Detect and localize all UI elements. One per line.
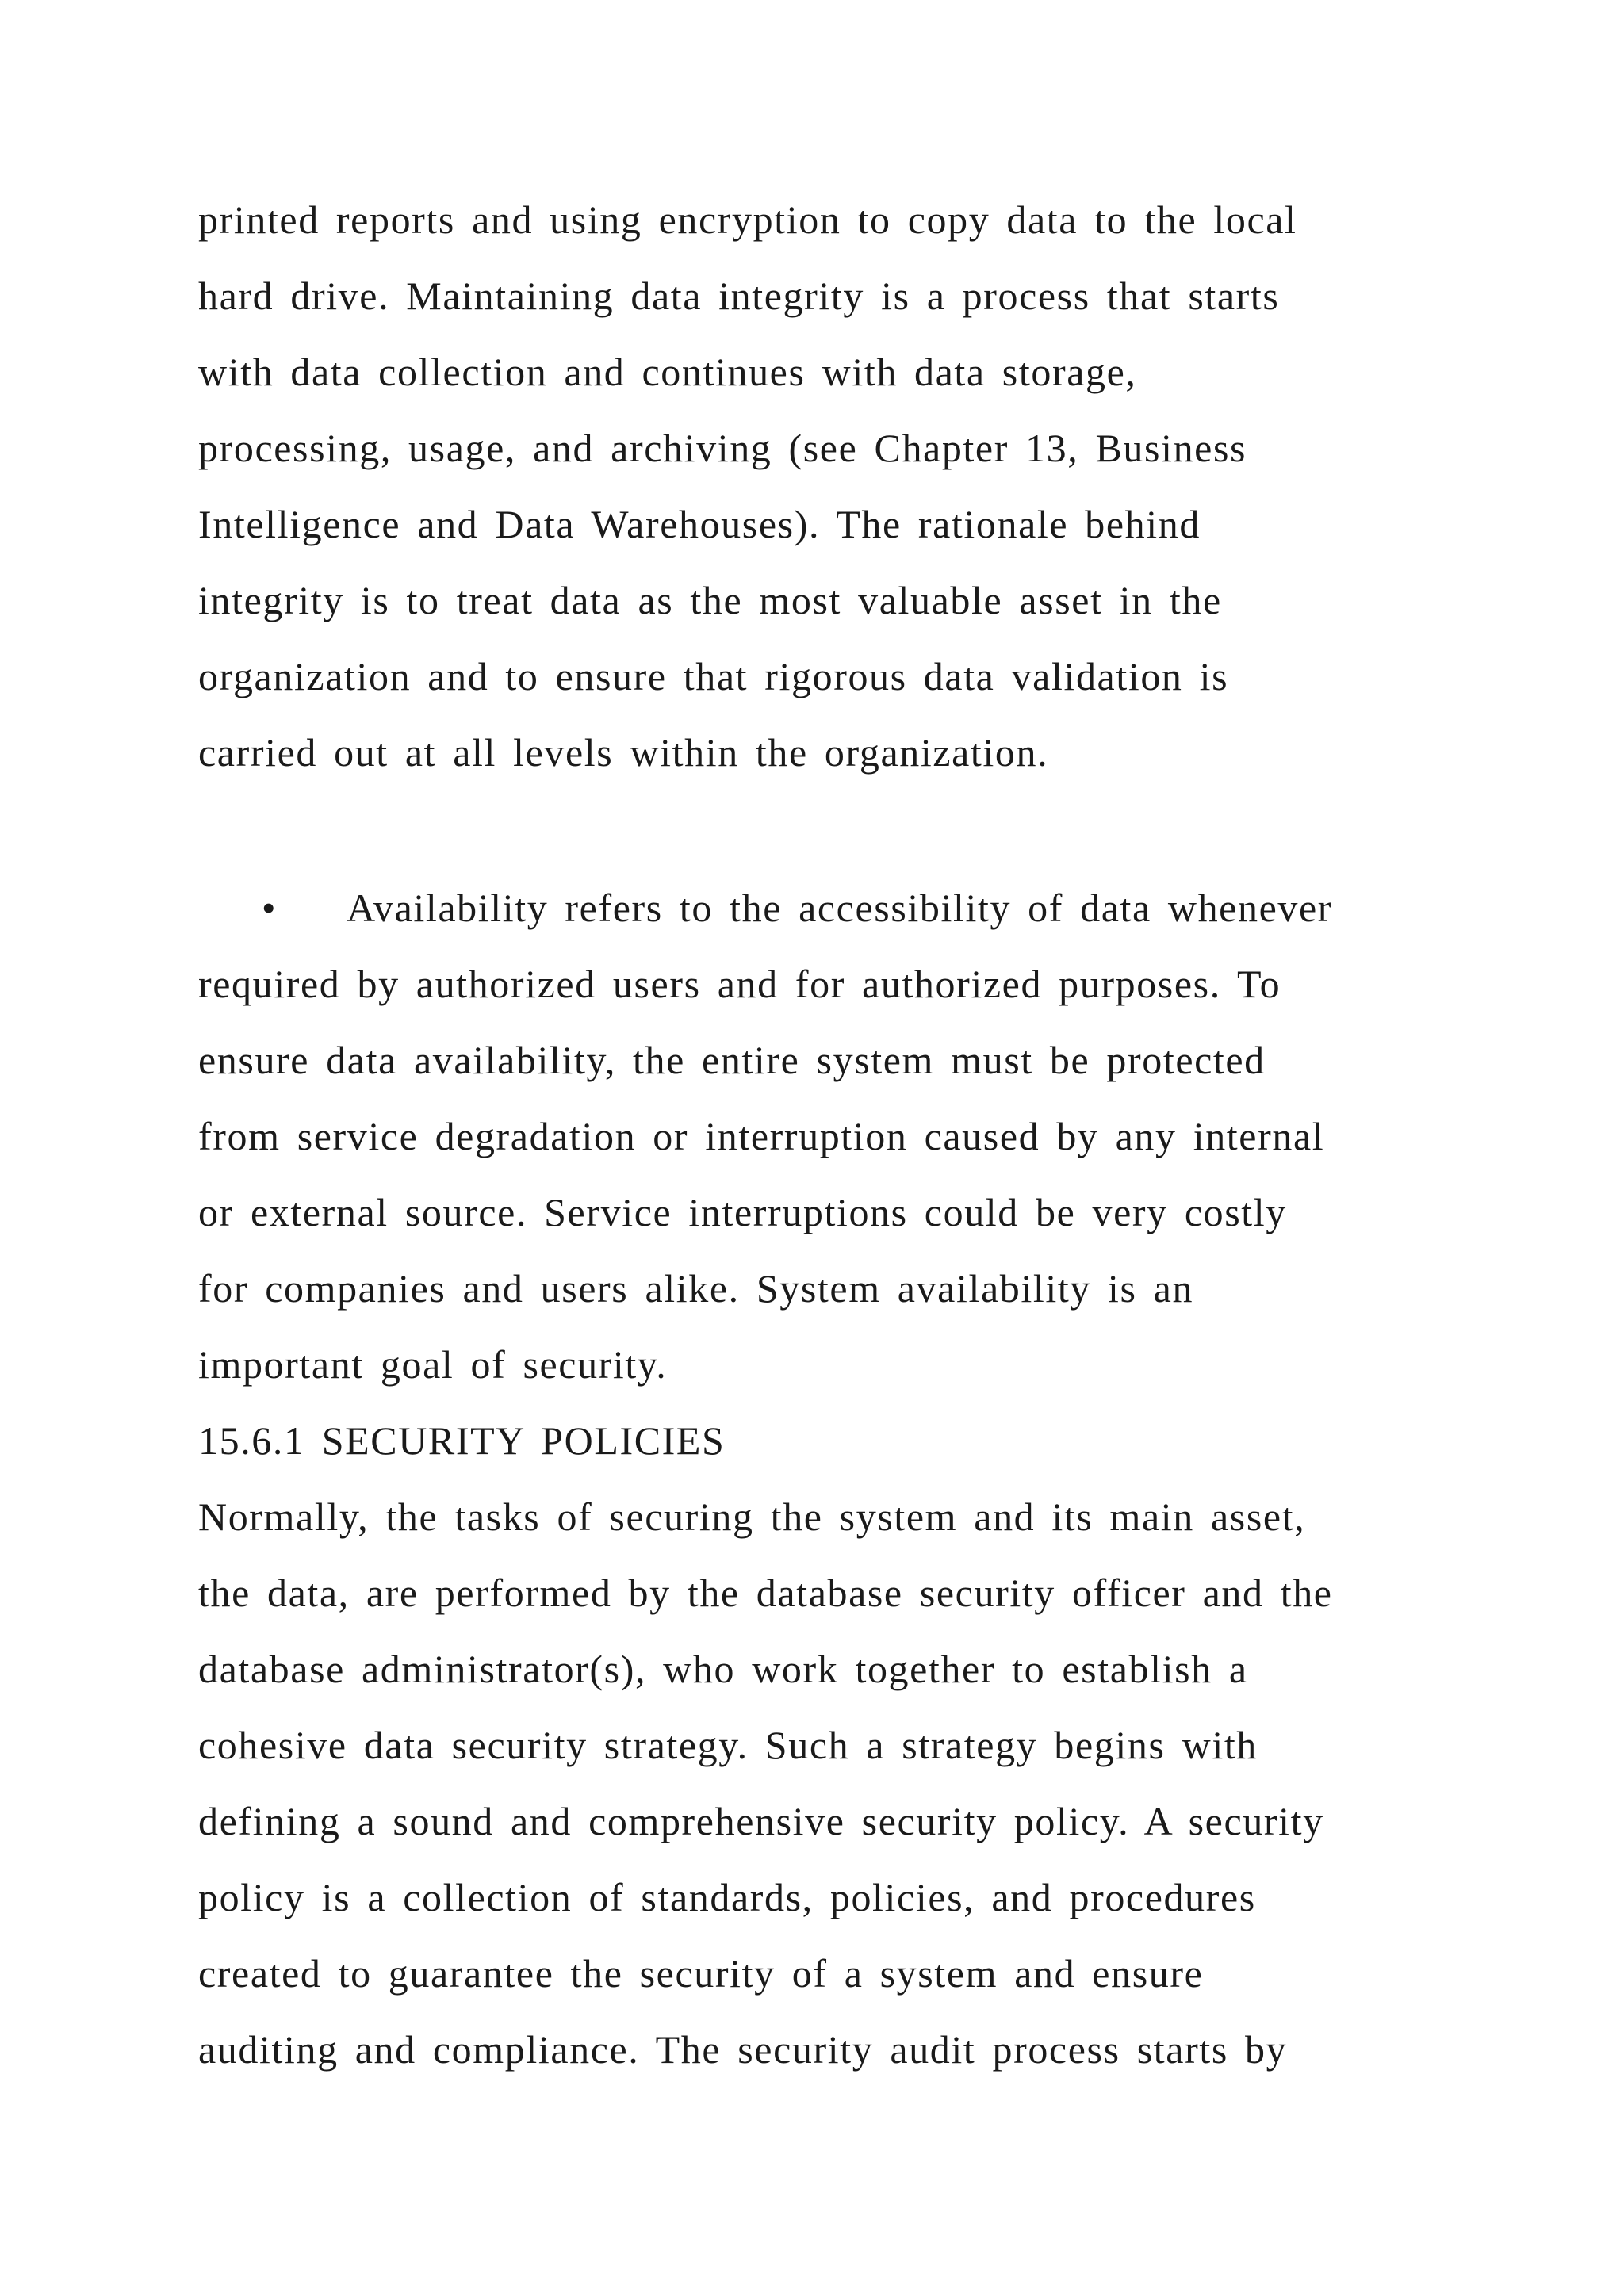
- text-line: required by authorized users and for authorized purposes. To: [198, 962, 1281, 1006]
- text-line: policy is a collection of standards, policies, and procedures: [198, 1875, 1256, 1919]
- text-line: Availability refers to the accessibility of data whenever: [347, 886, 1333, 930]
- bullet-marker: •: [262, 886, 278, 930]
- text-line: defining a sound and comprehensive security policy. A security: [198, 1799, 1324, 1843]
- section-heading: 15.6.1 SECURITY POLICIES: [198, 1418, 726, 1463]
- text-line: database administrator(s), who work together to establish a: [198, 1647, 1248, 1691]
- text-line: organization and to ensure that rigorous data validation is: [198, 654, 1229, 698]
- text-line: processing, usage, and archiving (see Chapter 13, Business: [198, 426, 1247, 470]
- text-line: hard drive. Maintaining data integrity is a process that starts: [198, 274, 1280, 318]
- text-line: carried out at all levels within the organization.: [198, 730, 1049, 775]
- text-line: from service degradation or interruption caused by any internal: [198, 1114, 1325, 1158]
- text-line: Normally, the tasks of securing the system and its main asset,: [198, 1494, 1306, 1539]
- text-line: created to guarantee the security of a system and ensure: [198, 1951, 1204, 1996]
- text-line: cohesive data security strategy. Such a strategy begins with: [198, 1723, 1258, 1767]
- text-line: for companies and users alike. System availability is an: [198, 1266, 1194, 1311]
- text-line: integrity is to treat data as the most valuable asset in the: [198, 578, 1222, 622]
- text-line: or external source. Service interruptions could be very costly: [198, 1190, 1287, 1234]
- text-line: important goal of security.: [198, 1342, 668, 1387]
- text-line: Intelligence and Data Warehouses). The rationale behind: [198, 502, 1201, 546]
- text-line: auditing and compliance. The security audit process starts by: [198, 2027, 1288, 2072]
- text-line: the data, are performed by the database security officer and the: [198, 1571, 1333, 1615]
- text-line: printed reports and using encryption to copy data to the local: [198, 197, 1297, 242]
- text-line: with data collection and continues with data storage,: [198, 350, 1137, 394]
- text-line: ensure data availability, the entire system must be protected: [198, 1038, 1266, 1082]
